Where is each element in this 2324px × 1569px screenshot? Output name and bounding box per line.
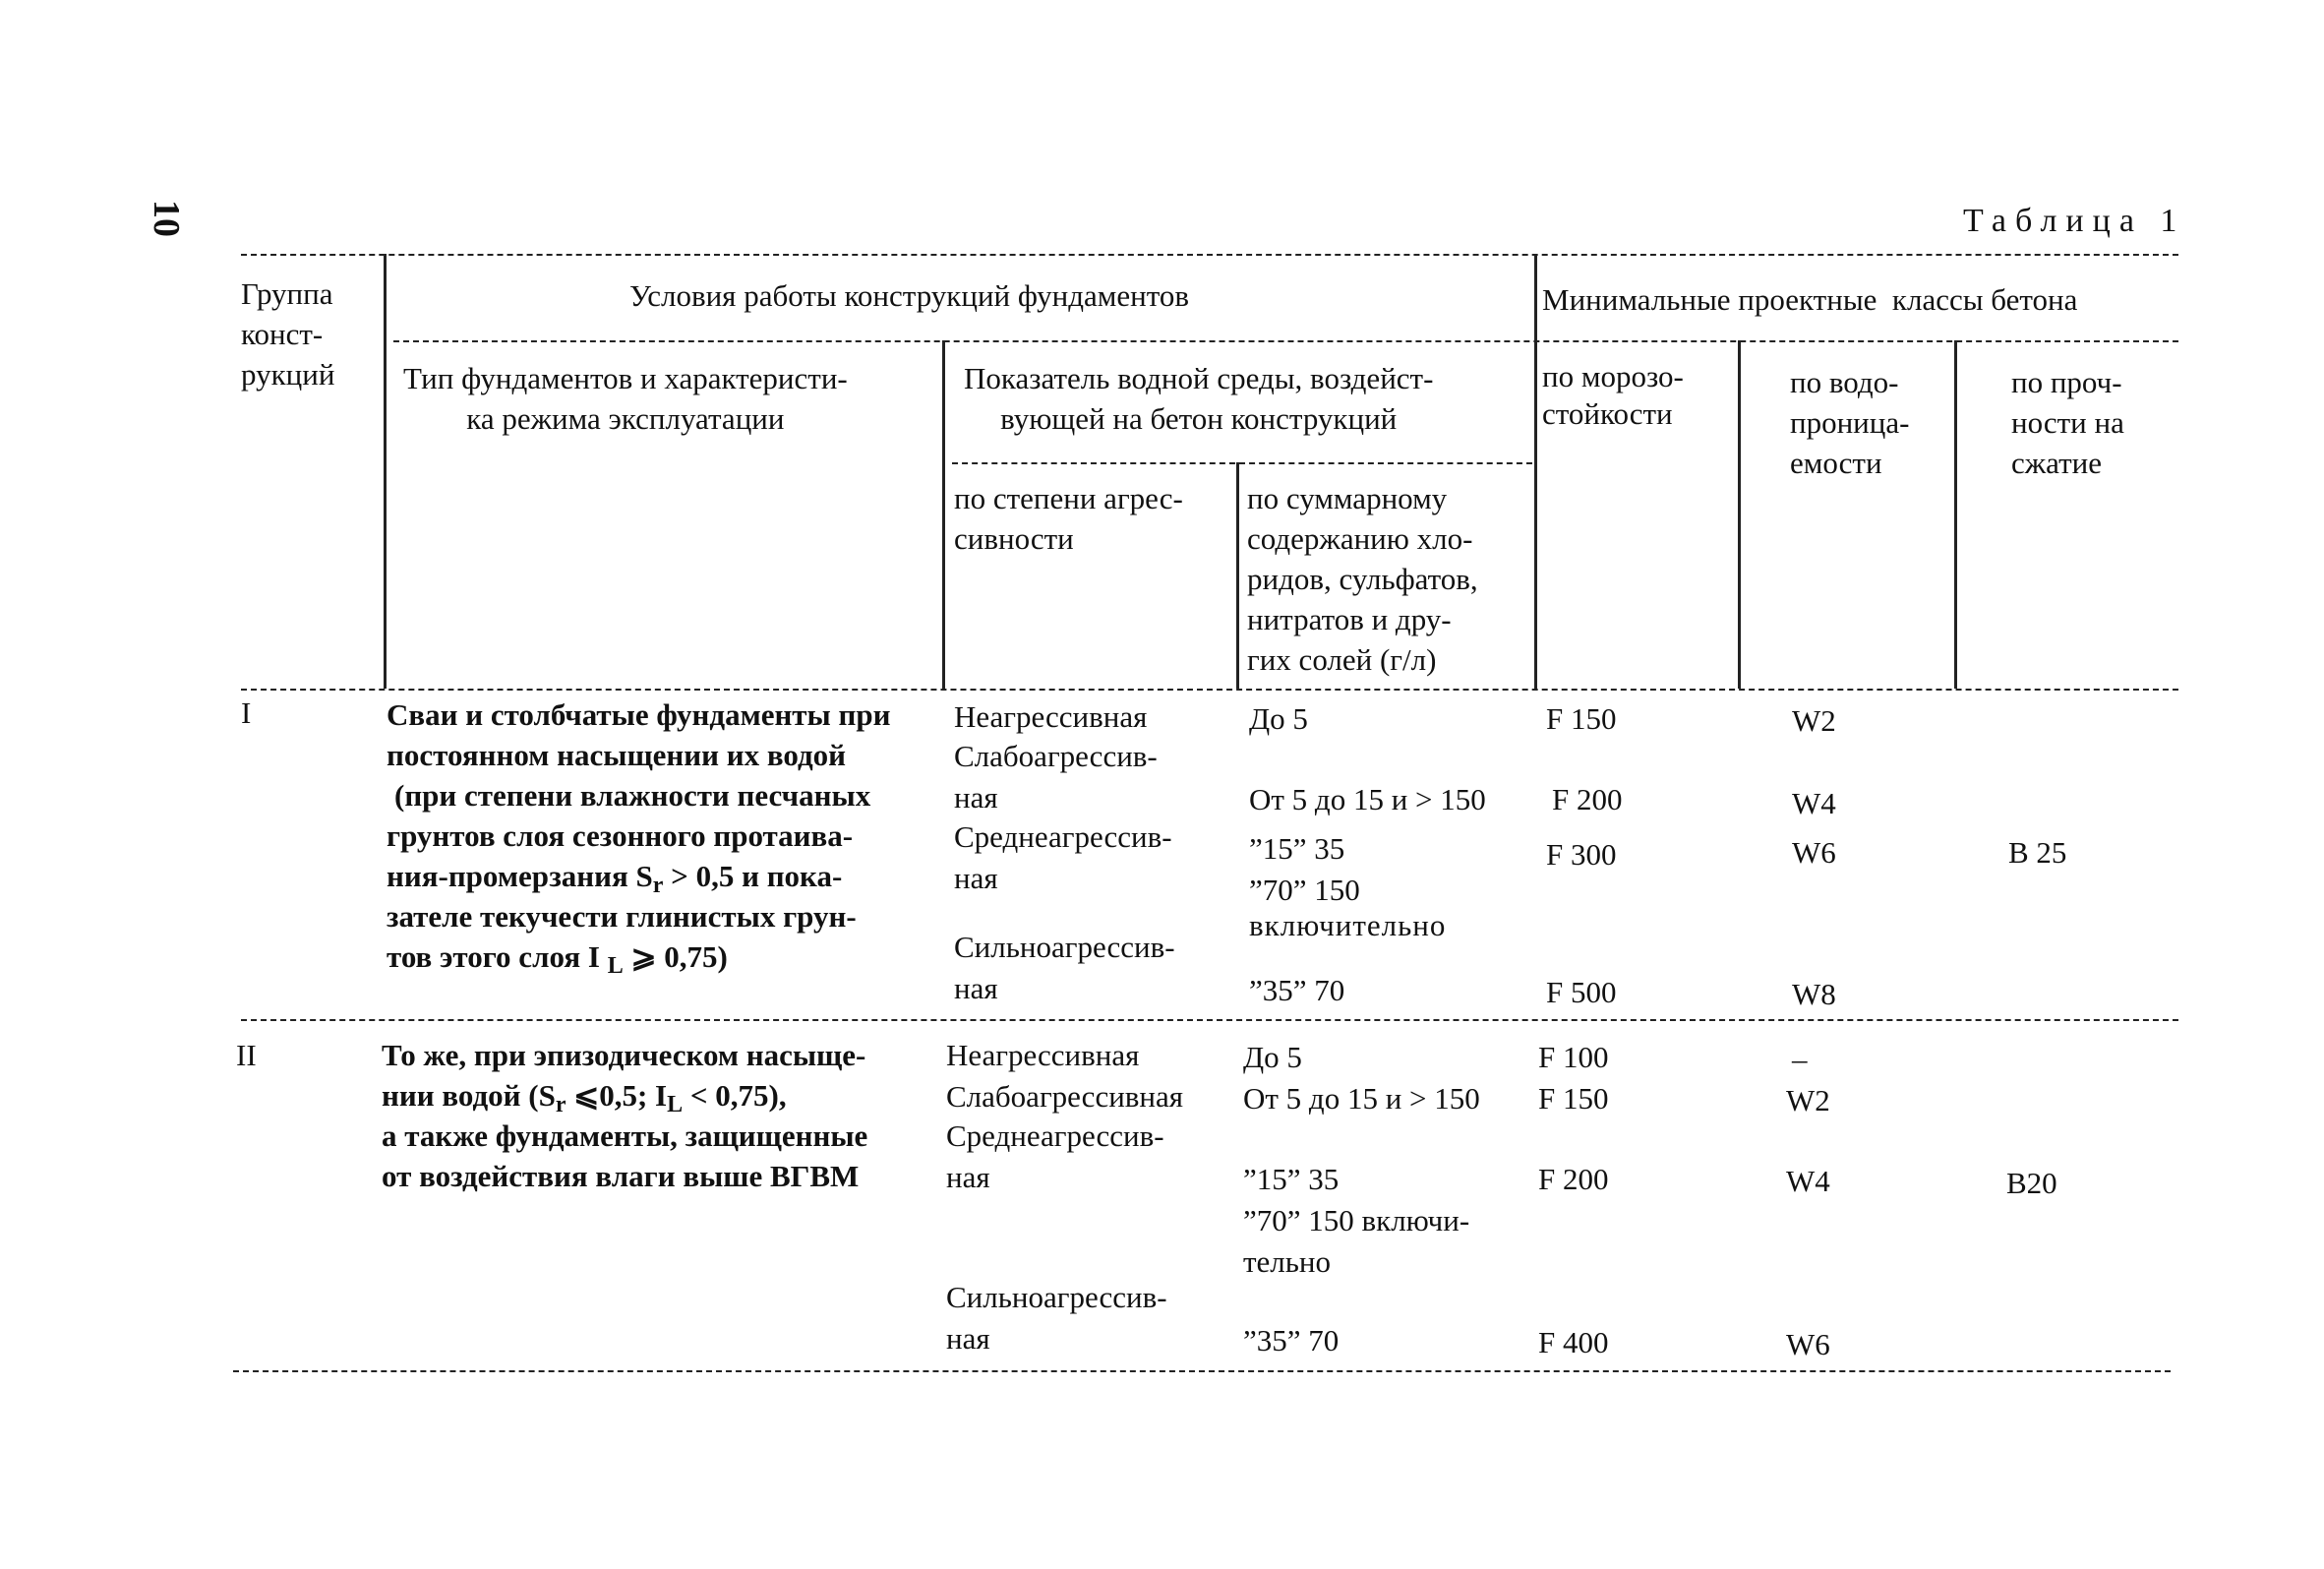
g1-salts-3: ”70” 150: [1249, 873, 1360, 907]
g2-water-2: W4: [1786, 1164, 1830, 1198]
g2-aggr-4: Сильноагрессив-: [946, 1280, 1167, 1314]
g2-salts-4: тельно: [1243, 1244, 1332, 1279]
g2-frost-3: F 400: [1538, 1325, 1609, 1359]
g1-frost-2: F 300: [1546, 837, 1617, 872]
group2-description: То же, при эпизодическом насыще- нии водой ($S_r$ ⩽0,5; $I_L < 0,75$), а также фундаменты, защищенные от воздействия влаги выше ВГВМ: [382, 1038, 868, 1193]
g2-water-3: W6: [1786, 1327, 1830, 1361]
g2-salts-5: ”35” 70: [1243, 1323, 1340, 1358]
header-min-classes: Минимальные проектные классы бетона: [1542, 282, 2078, 317]
page-number: 10: [146, 200, 187, 237]
g2-salts-2: ”15” 35: [1243, 1162, 1340, 1196]
g1-frost-1: F 200: [1552, 782, 1623, 816]
rule-header-sub: [393, 340, 2178, 342]
g1-salts-0: До 5: [1249, 701, 1308, 736]
vrule-2: [942, 340, 945, 689]
g1-frost-0: F 150: [1546, 701, 1617, 736]
g2-frost-2: F 200: [1538, 1162, 1609, 1196]
g2-aggr-5: ная: [946, 1321, 990, 1356]
group2-label: II: [236, 1038, 257, 1072]
g1-aggr-5: Сильноагрессив-: [954, 930, 1175, 964]
g2-aggr-1: Слабоагрессивная: [946, 1079, 1184, 1114]
g1-strength: B 25: [2008, 835, 2067, 870]
header-group: Группа конст- рукций: [241, 276, 335, 392]
g1-water-1: W4: [1792, 786, 1836, 820]
header-strength: по проч- ности на сжатие: [2011, 365, 2124, 480]
rule-bottom: [233, 1370, 2171, 1372]
vrule-5: [1738, 340, 1741, 689]
g1-salts-1: От 5 до 15 и > 150: [1249, 782, 1486, 816]
rule-top: [241, 254, 2178, 256]
vrule-4: [1534, 254, 1537, 689]
group1-label: I: [241, 695, 252, 730]
rule-header-bottom: [241, 689, 2178, 691]
g1-aggr-6: ная: [954, 971, 998, 1005]
header-frost: по морозо- стойкости: [1542, 359, 1684, 431]
g2-water-1: W2: [1786, 1083, 1830, 1117]
vrule-6: [1954, 340, 1957, 689]
vrule-1: [384, 254, 387, 689]
g2-salts-1: От 5 до 15 и > 150: [1243, 1081, 1480, 1116]
g2-aggr-2: Среднеагрессив-: [946, 1118, 1164, 1153]
g1-salts-4: включительно: [1249, 908, 1447, 942]
g1-frost-3: F 500: [1546, 975, 1617, 1009]
g2-aggr-3: ная: [946, 1160, 990, 1194]
g1-water-3: W8: [1792, 977, 1836, 1011]
g2-salts-0: До 5: [1243, 1040, 1302, 1074]
g1-salts-2: ”15” 35: [1249, 831, 1345, 866]
g1-water-2: W6: [1792, 835, 1836, 870]
rule-indicator-sub: [952, 462, 1532, 464]
g1-aggr-4: ная: [954, 861, 998, 895]
header-water-permeability: по водо- проница- емости: [1790, 365, 1910, 480]
header-conditions: Условия работы конструкций фундаментов: [629, 278, 1190, 313]
group1-description: Сваи и столбчатые фундаменты при постоянном насыщении их водой (при степени влажности песчаных грунтов слоя сезонного протаива- ния-промерзания $S_r > 0,5$ и пока- зателе текучести глинистых грун- тов этого слоя I $_L$ ⩾ 0,75): [387, 697, 891, 979]
vrule-3: [1236, 462, 1239, 689]
header-salts: по суммарному содержанию хло- ридов, сульфатов, нитратов и дру- гих солей (г/л): [1247, 481, 1478, 677]
g1-aggr-3: Среднеагрессив-: [954, 819, 1172, 854]
header-foundation-type: Тип фундаментов и характеристи- ка режима эксплуатации: [403, 361, 848, 436]
g2-frost-0: F 100: [1538, 1040, 1609, 1074]
header-aggressiveness: по степени агрес- сивности: [954, 481, 1183, 556]
header-water-indicator: Показатель водной среды, воздейст- вующей на бетон конструкций: [964, 361, 1434, 436]
g2-strength: B20: [2006, 1166, 2057, 1200]
g2-aggr-0: Неагрессивная: [946, 1038, 1140, 1072]
rule-group-separator: [241, 1019, 2178, 1021]
g1-aggr-2: ная: [954, 780, 998, 815]
g1-aggr-1: Слабоагрессив-: [954, 739, 1158, 773]
g2-frost-1: F 150: [1538, 1081, 1609, 1116]
g2-water-0: –: [1792, 1042, 1808, 1076]
g1-water-0: W2: [1792, 703, 1836, 738]
table-title: Таблица 1: [1963, 203, 2186, 239]
g1-salts-5: ”35” 70: [1249, 973, 1345, 1007]
g2-salts-3: ”70” 150 включи-: [1243, 1203, 1470, 1237]
g1-aggr-0: Неагрессивная: [954, 699, 1148, 734]
